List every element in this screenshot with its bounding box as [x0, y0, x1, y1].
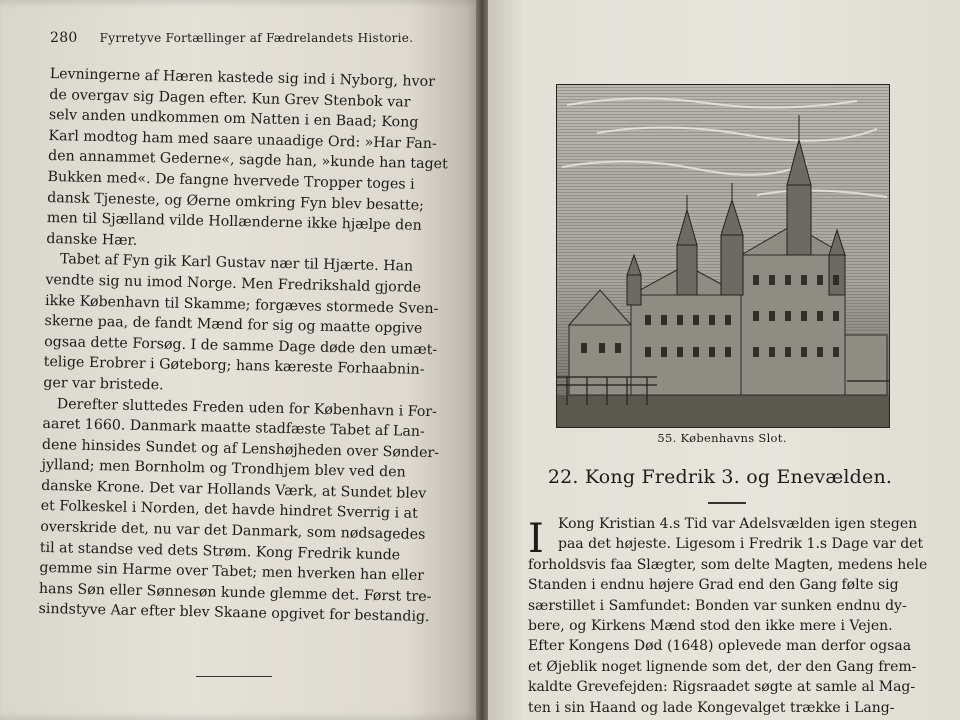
- text-line: vendte sig nu imod Norge. Men Fredrikshald gjorde: [45, 271, 422, 296]
- castle-engraving: [556, 84, 890, 428]
- text-line: Kong Kristian 4.s Tid var Adelsvælden igen stegen: [558, 516, 918, 532]
- text-line: et Øjeblik noget lignende som det, der den Gang frem-: [528, 658, 917, 675]
- text-line: til at standse ved dets Strøm. Kong Fredrik kunde: [39, 539, 401, 564]
- text-line: dene hinsides Sundet og af Lenshøjheden over Sønder-: [41, 436, 440, 461]
- chapter-title: 22. Kong Fredrik 3. og Enevælden.: [547, 466, 893, 488]
- text-line: Levningerne af Hæren kastede sig ind i Nyborg, hvor: [49, 65, 436, 91]
- text-line: paa det højeste. Ligesom i Fredrik 1.s Dage var det: [558, 536, 924, 553]
- text-line: Standen i endnu højere Grad end den Gang følte sig: [528, 577, 899, 594]
- text-line: ikke København til Skamme; forgæves stormede Sven-: [44, 292, 439, 317]
- text-line: sindstyve Aar efter blev Skaane opgivet for bestandig.: [38, 601, 430, 626]
- text-line: Tabet af Fyn gik Karl Gustav nær til Hjærte. Han: [59, 251, 414, 275]
- text-line: de overgav sig Dagen efter. Kun Grev Stenbok var: [49, 86, 411, 111]
- text-line: aaret 1660. Danmark maatte stadfæste Tabet af Lan-: [42, 416, 425, 441]
- text-line: ger var bristede.: [43, 374, 164, 394]
- text-line: Karl modtog ham med saare unaadige Ord: »Har Fan-: [48, 127, 437, 152]
- text-line: Bukken med«. De fangne hvervede Tropper toges i: [47, 168, 415, 193]
- text-line: Derefter sluttedes Freden uden for København i For-: [56, 395, 438, 420]
- running-head-title: Fyrretyve Fortællinger af Fædrelandets Historie.: [99, 31, 414, 45]
- text-line: kaldte Grevefejden: Rigsraadet søgte at samle al Mag-: [528, 679, 916, 696]
- end-rule: [196, 676, 272, 677]
- title-rule: [708, 502, 746, 504]
- text-line: overskride det, nu var det Danmark, som nødsagedes: [40, 518, 426, 544]
- text-line: gemme sin Harme over Tabet; men hverken han eller: [39, 560, 425, 585]
- left-page-body: [38, 64, 448, 628]
- text-line: men til Sjælland vilde Hollænderne ikke hjælpe den: [46, 210, 422, 234]
- castle-drawing: [557, 85, 889, 427]
- text-line: hans Søn eller Sønnesøn kunde glemme det. Først tre-: [38, 580, 432, 605]
- right-page-body: [528, 514, 928, 718]
- text-line: særstillet i Samfundet: Bonden var sunken endnu dy-: [528, 597, 907, 614]
- text-line: telige Erobrer i Gøteborg; hans kæreste Forhaabnin-: [43, 354, 425, 379]
- text-line: ten i sin Haand og lade Kongevalget trække i Lang-: [528, 699, 895, 716]
- text-line: Efter Kongens Død (1648) oplevede man derfor ogsaa: [528, 638, 912, 655]
- book-gutter: [476, 0, 488, 720]
- figure-caption: 55. Københavns Slot.: [657, 431, 787, 445]
- text-line: bere, og Kirkens Mænd stod den ikke mere i Vejen.: [528, 618, 893, 635]
- running-head: [50, 30, 450, 46]
- text-line: selv anden undkommen om Natten i en Baad; Kong: [48, 107, 419, 131]
- text-line: jylland; men Bornholm og Trondhjem blev ved den: [41, 457, 406, 481]
- text-line: den annammet Gederne«, sagde han, »kunde han taget: [47, 148, 448, 173]
- page-number: 280: [50, 30, 78, 46]
- text-line: danske Krone. Det var Hollands Værk, at Sundet blev: [40, 477, 427, 502]
- text-line: dansk Tjeneste, og Øerne omkring Fyn blev besatte;: [47, 189, 425, 214]
- text-line: ogsaa dette Forsøg. I de samme Dage døde den umæt-: [44, 333, 438, 358]
- text-line: skerne paa, de fandt Mænd for sig og maatte opgive: [44, 313, 423, 337]
- text-line: et Folkeskel i Norden, det havde hindret Sverrig i at: [40, 498, 418, 523]
- text-line: danske Hær.: [46, 230, 138, 249]
- text-line: forholdsvis faa Slægter, som delte Magten, medens hele: [528, 556, 928, 573]
- drop-cap: I: [528, 516, 544, 562]
